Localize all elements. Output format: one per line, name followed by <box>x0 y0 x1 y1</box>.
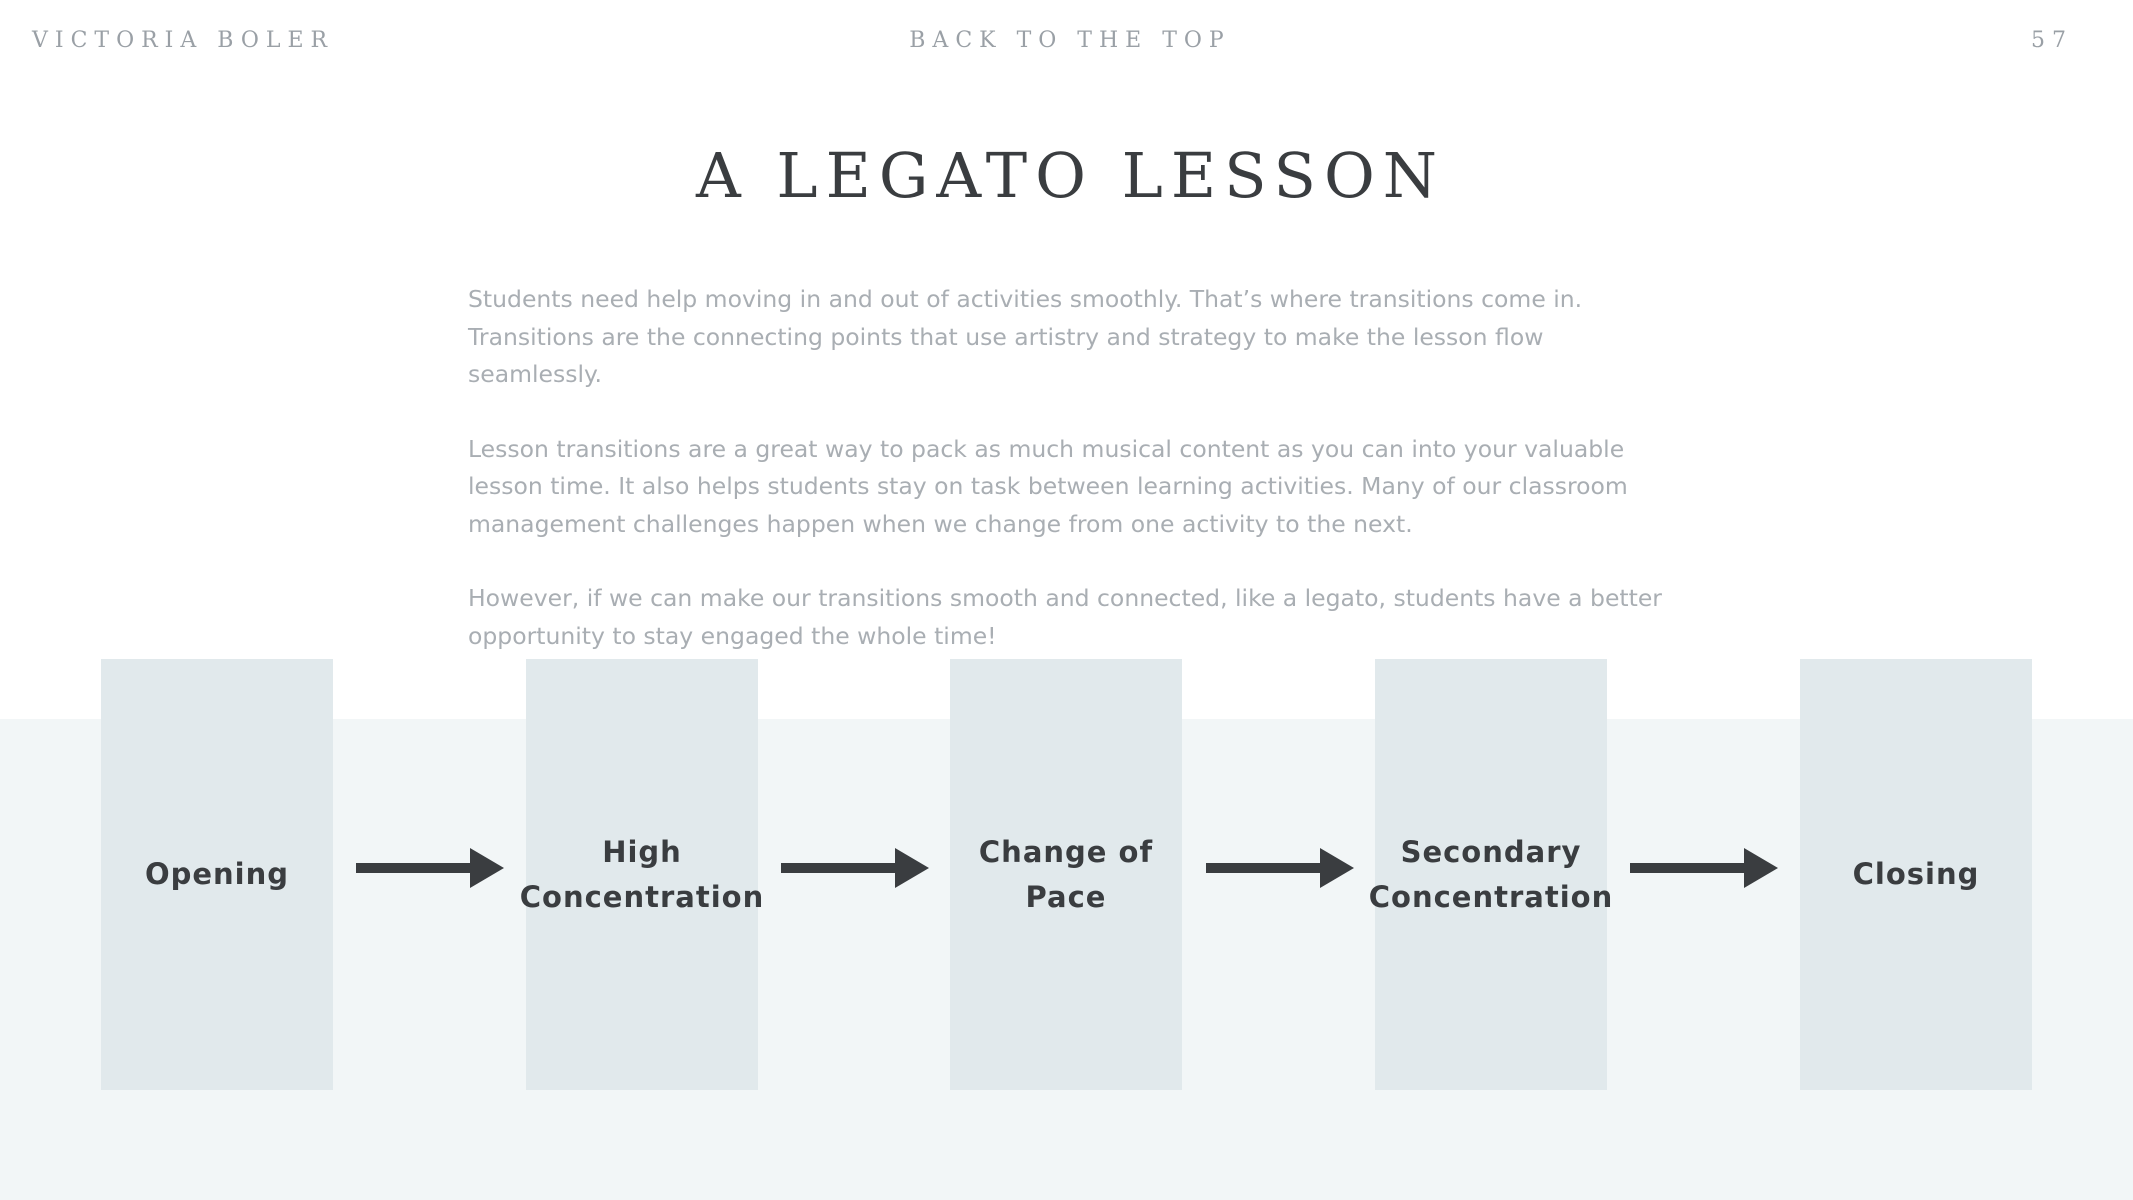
stage-label-line: Closing <box>1852 857 1980 891</box>
paragraph: Students need help moving in and out of activities smoothly. That’s where transitions come in. Transitions are the connecting points that use artistry and strategy to make the lesson flow seamlessly. <box>468 285 1583 388</box>
stage-label-line: Concentration <box>1368 879 1614 914</box>
stage-label <box>1849 852 1984 897</box>
stage-label-line: Concentration <box>519 879 765 914</box>
stage-label <box>141 852 293 897</box>
page-title: A LEGATO LESSON <box>695 139 1446 212</box>
back-to-top-link[interactable]: BACK TO THE TOP <box>909 28 1231 53</box>
right-arrow-icon <box>1630 846 1778 890</box>
author-name: VICTORIA BOLER <box>32 28 335 53</box>
stage-label-line: High <box>602 834 682 869</box>
paragraph: However, if we can make our transitions smooth and connected, like a legato, students have a better opportunity to stay engaged the whole time! <box>468 584 1662 650</box>
stage-label-line: Opening <box>144 857 290 891</box>
stage-label-line: Change of <box>978 834 1154 869</box>
right-arrow-icon <box>356 846 504 890</box>
back-to-top-link-container <box>0 28 2133 54</box>
stage-box-change-of-pace <box>950 659 1182 1090</box>
stage-box-secondary-concentration <box>1368 659 1614 1090</box>
stage-box-closing <box>1800 659 2032 1090</box>
intro-text <box>468 281 1668 692</box>
stage-label <box>1365 830 1617 920</box>
stage-box-opening <box>101 659 333 1090</box>
paragraph: Lesson transitions are a great way to pack as much musical content as you can into your valuable lesson time. It also helps students stay on task between learning activities. Many of our classroom management challenges happen when we change from one activity to the next. <box>468 434 1628 538</box>
stage-box-high-concentration <box>519 659 765 1090</box>
page-number: 57 <box>2031 28 2073 53</box>
stage-label-line: Secondary <box>1400 834 1582 869</box>
right-arrow-icon <box>781 846 929 890</box>
right-arrow-icon <box>1206 846 1354 890</box>
stage-label <box>516 830 768 920</box>
stage-label <box>975 830 1157 920</box>
stage-label-line: Pace <box>1025 879 1107 914</box>
